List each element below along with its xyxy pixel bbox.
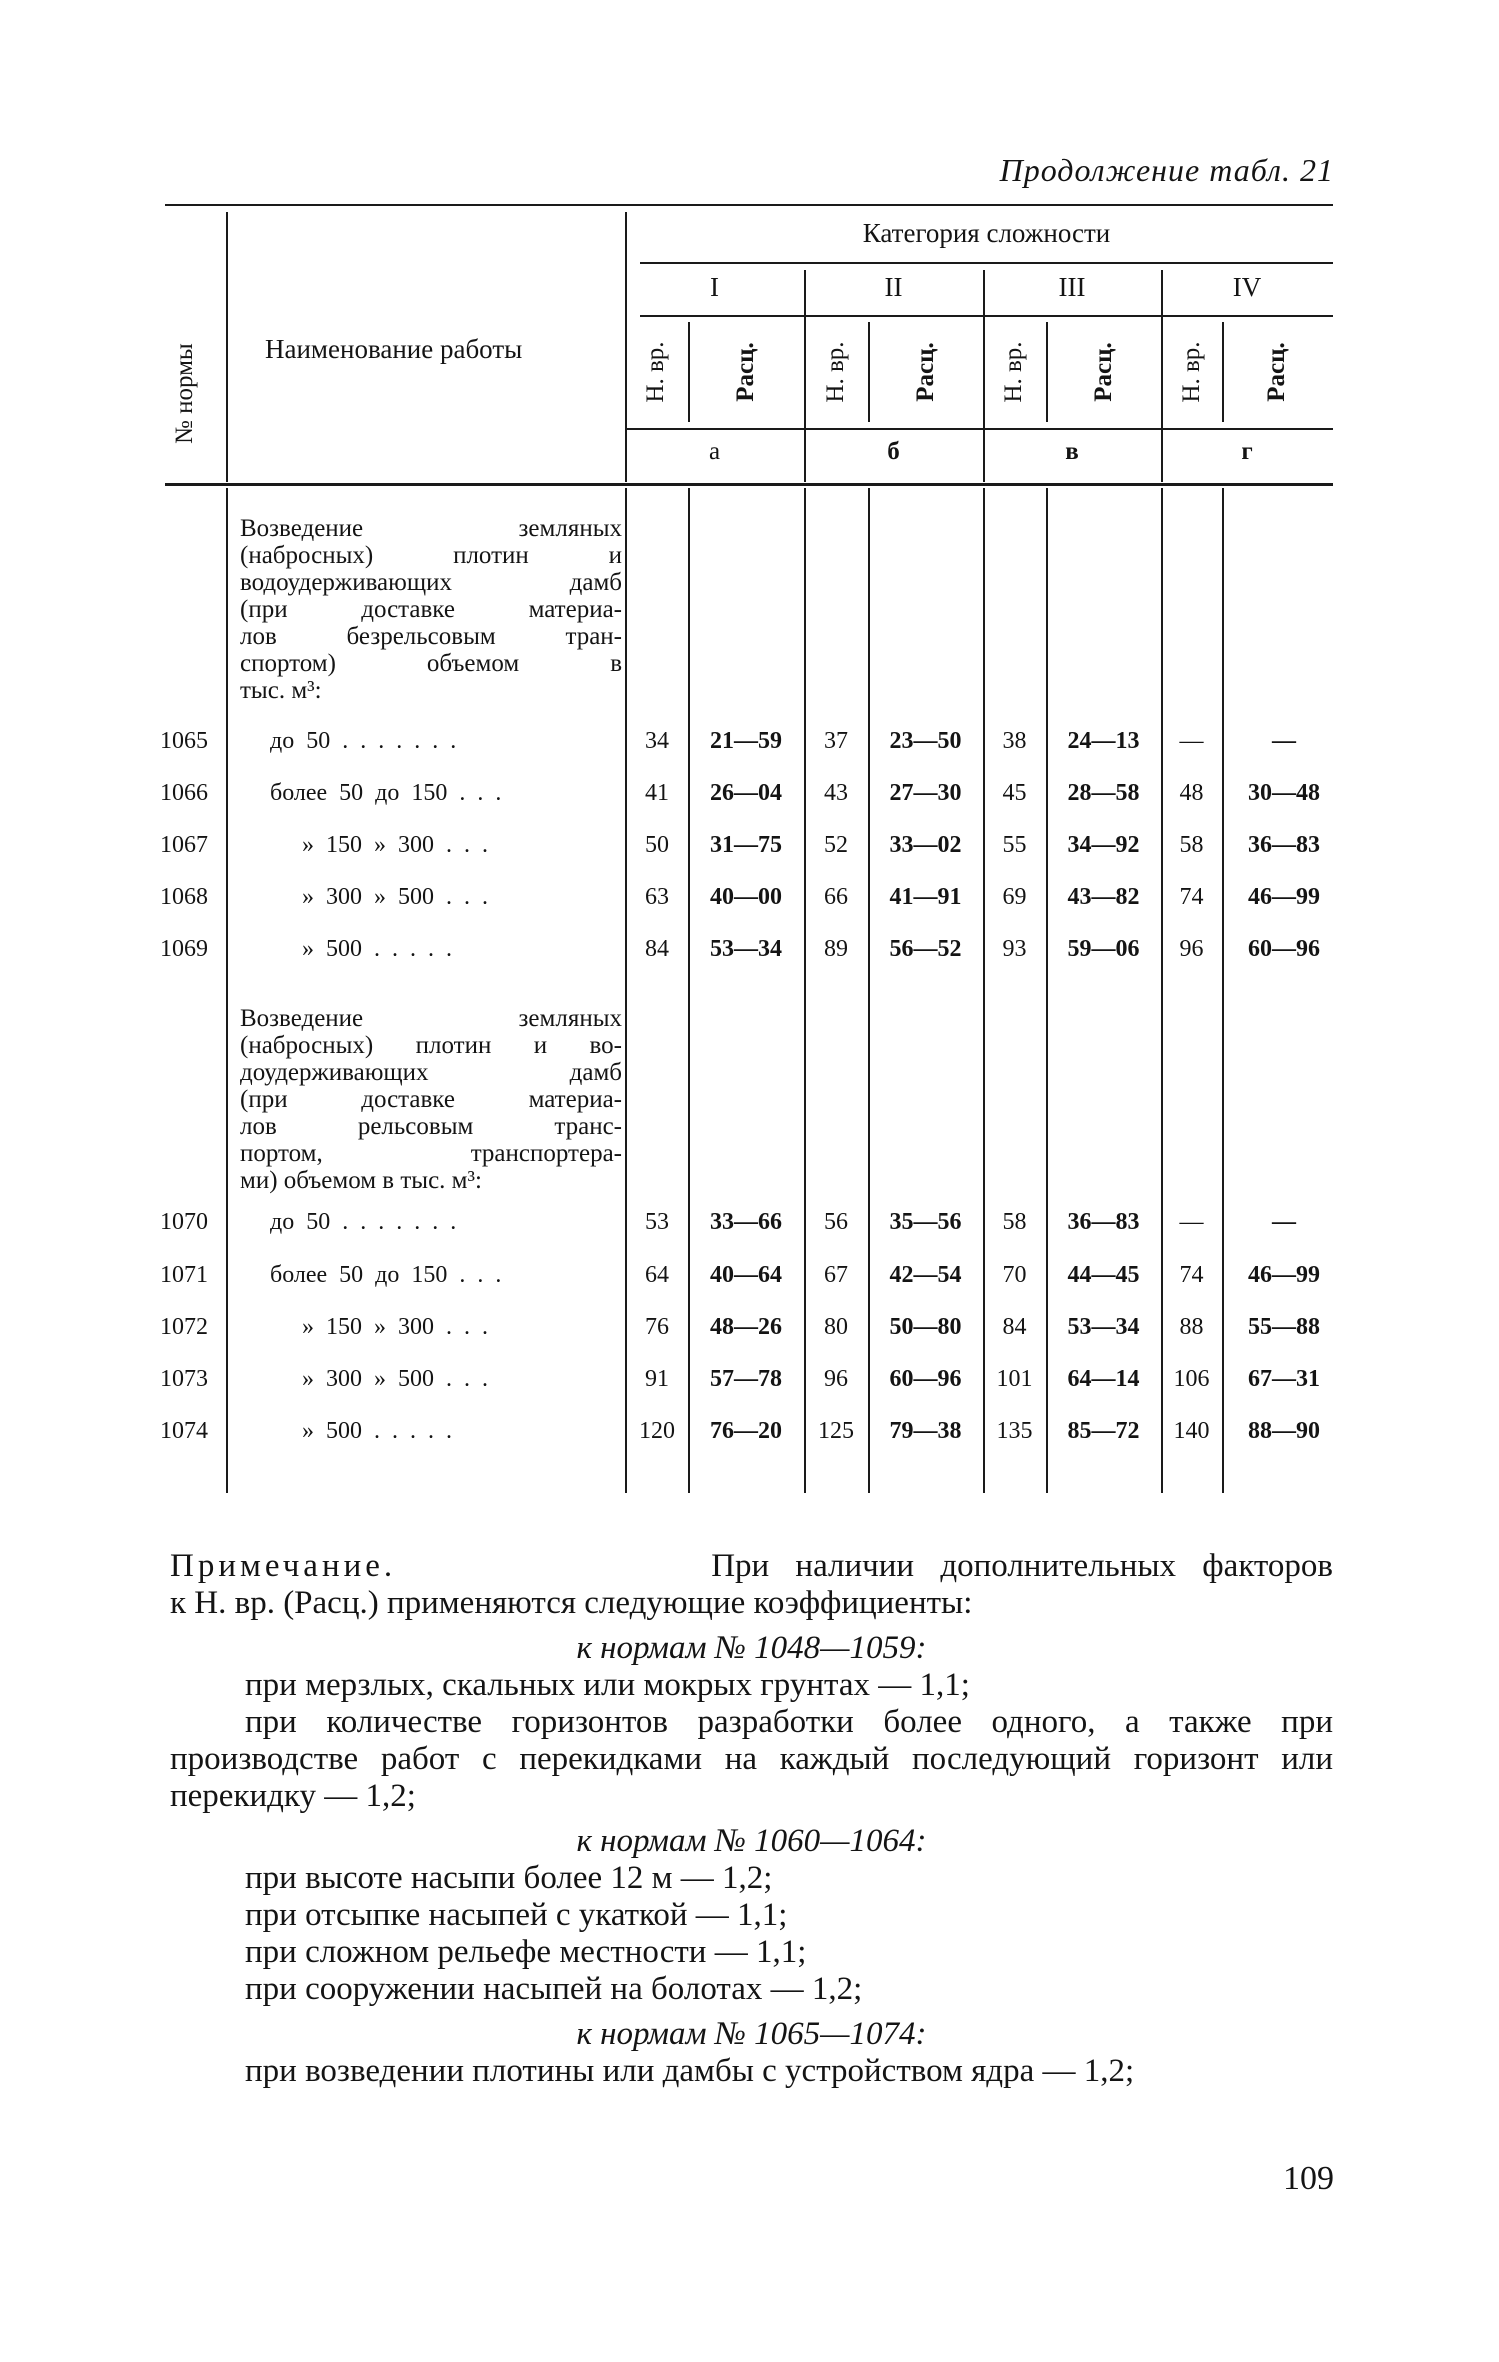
- time-norm-cell: 64: [645, 1262, 669, 1288]
- time-norm-cell: 56: [824, 1209, 848, 1235]
- rate-cell: 46—99: [1248, 884, 1320, 910]
- header-rasc-4: Расц.: [1263, 342, 1290, 402]
- time-norm-cell: 34: [645, 728, 669, 754]
- note-line: при сооружении насыпей на болотах — 1,2;: [245, 1971, 863, 2007]
- section-title-line: лов рельсовым транс-: [240, 1113, 622, 1140]
- time-norm-cell: 96: [824, 1366, 848, 1392]
- section-title-line: (при доставке материа-: [240, 596, 622, 623]
- rate-cell: —: [1272, 728, 1296, 754]
- note-heading: к нормам № 1065—1074:: [576, 2016, 927, 2052]
- time-norm-cell: 76: [645, 1314, 669, 1340]
- time-norm-cell: —: [1179, 1209, 1204, 1235]
- rate-cell: 85—72: [1067, 1418, 1140, 1444]
- rate-cell: 67—31: [1248, 1366, 1320, 1392]
- time-norm-cell: 88: [1179, 1314, 1204, 1340]
- rate-cell: 60—96: [1248, 936, 1320, 962]
- rate-cell: —: [1272, 1209, 1296, 1235]
- section-title-line: (набросных) плотин и: [240, 542, 622, 569]
- norm-number: 1065: [160, 728, 208, 754]
- rate-cell: 50—80: [889, 1314, 962, 1340]
- section-title-line: спортом) объемом в: [240, 650, 622, 677]
- rate-cell: 21—59: [710, 728, 782, 754]
- note-intro-line2: к Н. вр. (Расц.) применяются следующие коэффициенты:: [170, 1585, 973, 1621]
- col-line-sub2: [868, 322, 870, 422]
- time-norm-cell: 93: [1002, 936, 1027, 962]
- rate-cell: 36—83: [1067, 1209, 1140, 1235]
- time-norm-cell: 125: [818, 1418, 854, 1444]
- header-rasc-1: Расц.: [732, 342, 759, 402]
- rate-cell: 27—30: [889, 780, 962, 806]
- time-norm-cell: 70: [1002, 1262, 1027, 1288]
- rate-cell: 28—58: [1067, 780, 1140, 806]
- header-roman-4: IV: [1232, 272, 1262, 302]
- section-title-line: водоудерживающих дамб: [240, 569, 622, 596]
- section-title-line: Возведение земляных: [240, 1005, 622, 1032]
- rate-cell: 55—88: [1248, 1314, 1320, 1340]
- norm-number: 1068: [160, 884, 208, 910]
- time-norm-cell: 84: [1002, 1314, 1027, 1340]
- work-name: » 300 » 500 . . .: [302, 884, 488, 910]
- norm-number: 1071: [160, 1262, 208, 1288]
- rate-cell: 43—82: [1067, 884, 1140, 910]
- rate-cell: 31—75: [710, 832, 782, 858]
- time-norm-cell: 58: [1002, 1209, 1027, 1235]
- header-work-name: Наименование работы: [265, 334, 523, 364]
- note-line: при отсыпке насыпей с укаткой — 1,1;: [245, 1897, 788, 1933]
- header-hvr-4: Н. вр.: [1178, 341, 1205, 403]
- section-title-line: (при доставке материа-: [240, 1086, 622, 1113]
- rate-cell: 79—38: [889, 1418, 962, 1444]
- letter-rule: [625, 428, 1333, 430]
- col-line-no: [226, 212, 228, 482]
- header-letter-v: в: [1065, 438, 1079, 465]
- time-norm-cell: 52: [824, 832, 848, 858]
- header-norm-no: № нормы: [171, 343, 198, 444]
- rate-cell: 64—14: [1067, 1366, 1140, 1392]
- rate-cell: 24—13: [1067, 728, 1140, 754]
- page-number: 109: [1283, 2160, 1334, 2197]
- section-title-line: ми) объемом в тыс. м³:: [240, 1167, 482, 1194]
- time-norm-cell: 37: [824, 728, 848, 754]
- time-norm-cell: 67: [824, 1262, 848, 1288]
- body-line-4: [983, 488, 985, 1493]
- header-roman-3: III: [1058, 272, 1086, 302]
- col-line-sub4: [1222, 322, 1224, 422]
- continuation-label: Продолжение табл. 21: [999, 152, 1334, 188]
- norm-number: 1073: [160, 1366, 208, 1392]
- time-norm-cell: 41: [645, 780, 669, 806]
- time-norm-cell: 50: [645, 832, 669, 858]
- header-hvr-3: Н. вр.: [1000, 341, 1027, 403]
- body-line-1: [688, 488, 690, 1493]
- note-heading: к нормам № 1060—1064:: [576, 1823, 927, 1859]
- work-name: более 50 до 150 . . .: [270, 780, 502, 806]
- rate-cell: 35—56: [889, 1209, 962, 1235]
- time-norm-cell: 69: [1002, 884, 1027, 910]
- time-norm-cell: 55: [1002, 832, 1027, 858]
- section-title-line: Возведение земляных: [240, 515, 622, 542]
- header-rasc-2: Расц.: [912, 342, 939, 402]
- note-line: при мерзлых, скальных или мокрых грунтах — 1,1;: [245, 1667, 970, 1703]
- header-category: Категория сложности: [862, 218, 1111, 248]
- section-title-line: доудерживающих дамб: [240, 1059, 622, 1086]
- note-line: при высоте насыпи более 12 м — 1,2;: [245, 1860, 773, 1896]
- rate-cell: 23—50: [889, 728, 962, 754]
- section-title-line: (набросных) плотин и во-: [240, 1032, 622, 1059]
- note-intro: [170, 1548, 1333, 1585]
- section-title-line: тыс. м³:: [240, 677, 322, 704]
- rate-cell: 33—02: [889, 832, 962, 858]
- time-norm-cell: —: [1179, 728, 1204, 754]
- time-norm-cell: 63: [645, 884, 669, 910]
- rate-cell: 30—48: [1248, 780, 1320, 806]
- body-line-3: [868, 488, 870, 1493]
- rate-cell: 44—45: [1067, 1262, 1140, 1288]
- work-name: » 300 » 500 . . .: [302, 1366, 488, 1392]
- body-line-5: [1046, 488, 1048, 1493]
- time-norm-cell: 101: [996, 1366, 1033, 1392]
- norm-number: 1067: [160, 832, 208, 858]
- header-hvr-2: Н. вр.: [822, 341, 849, 403]
- time-norm-cell: 53: [645, 1209, 669, 1235]
- norm-number: 1066: [160, 780, 208, 806]
- rate-cell: 34—92: [1067, 832, 1140, 858]
- body-line-name: [625, 488, 627, 1493]
- time-norm-cell: 89: [824, 936, 848, 962]
- rate-cell: 26—04: [710, 780, 782, 806]
- time-norm-cell: 91: [645, 1366, 669, 1392]
- norm-number: 1070: [160, 1209, 208, 1235]
- time-norm-cell: 58: [1179, 832, 1204, 858]
- header-roman-2: II: [884, 272, 903, 302]
- col-line-sub3: [1046, 322, 1048, 422]
- table-header-bottom-rule: [165, 483, 1333, 486]
- work-name: более 50 до 150 . . .: [270, 1262, 502, 1288]
- work-name: » 500 . . . . .: [302, 936, 452, 962]
- time-norm-cell: 43: [824, 780, 848, 806]
- work-name: » 500 . . . . .: [302, 1418, 452, 1444]
- header-letter-a: а: [708, 438, 721, 465]
- norm-number: 1074: [160, 1418, 208, 1444]
- rate-cell: 33—66: [710, 1209, 782, 1235]
- time-norm-cell: 135: [996, 1418, 1033, 1444]
- body-line-no: [226, 488, 228, 1493]
- category-rule: [640, 262, 1333, 264]
- time-norm-cell: 84: [645, 936, 669, 962]
- time-norm-cell: 74: [1179, 1262, 1204, 1288]
- subcol-rule: [640, 315, 1333, 317]
- work-name: до 50 . . . . . . .: [270, 728, 457, 754]
- time-norm-cell: 106: [1173, 1366, 1210, 1392]
- rate-cell: 40—00: [710, 884, 782, 910]
- rate-cell: 48—26: [710, 1314, 782, 1340]
- rate-cell: 53—34: [1067, 1314, 1140, 1340]
- time-norm-cell: 96: [1179, 936, 1204, 962]
- body-line-2: [804, 488, 806, 1493]
- rate-cell: 88—90: [1248, 1418, 1320, 1444]
- time-norm-cell: 80: [824, 1314, 848, 1340]
- table-top-rule: [165, 204, 1333, 206]
- body-line-6: [1161, 488, 1163, 1493]
- col-line-sub1: [688, 322, 690, 422]
- note-line: при количестве горизонтов разработки более одного, а также при производстве работ с перекидками на каждый последующий горизонт или перекидку — 1,2;: [170, 1704, 1333, 1814]
- header-rasc-3: Расц.: [1090, 342, 1117, 402]
- section-title-line: портом, транспортера-: [240, 1140, 622, 1167]
- rate-cell: 36—83: [1248, 832, 1320, 858]
- time-norm-cell: 66: [824, 884, 848, 910]
- rate-cell: 46—99: [1248, 1262, 1320, 1288]
- header-letter-g: г: [1241, 438, 1253, 465]
- time-norm-cell: 38: [1002, 728, 1027, 754]
- rate-cell: 56—52: [889, 936, 962, 962]
- rate-cell: 42—54: [889, 1262, 962, 1288]
- work-name: до 50 . . . . . . .: [270, 1209, 457, 1235]
- time-norm-cell: 74: [1179, 884, 1204, 910]
- work-name: » 150 » 300 . . .: [302, 1314, 488, 1340]
- rate-cell: 53—34: [710, 936, 782, 962]
- body-line-7: [1222, 488, 1224, 1493]
- norm-number: 1072: [160, 1314, 208, 1340]
- section-title: [240, 1005, 622, 1194]
- note-heading: к нормам № 1048—1059:: [576, 1630, 927, 1666]
- note-label: Примечание.: [170, 1548, 397, 1584]
- time-norm-cell: 48: [1179, 780, 1204, 806]
- note-intro-rest: При наличии дополнительных факторов: [711, 1548, 1333, 1584]
- note-line: при сложном рельефе местности — 1,1;: [245, 1934, 807, 1970]
- rate-cell: 40—64: [710, 1262, 782, 1288]
- section-title: [240, 515, 622, 704]
- time-norm-cell: 140: [1173, 1418, 1210, 1444]
- header-roman-1: I: [710, 272, 719, 302]
- rate-cell: 76—20: [710, 1418, 782, 1444]
- norm-number: 1069: [160, 936, 208, 962]
- section-title-line: лов безрельсовым тран-: [240, 623, 622, 650]
- header-hvr-1: Н. вр.: [642, 341, 669, 403]
- note-line: при возведении плотины или дамбы с устройством ядра — 1,2;: [245, 2053, 1135, 2089]
- rate-cell: 57—78: [710, 1366, 782, 1392]
- note: [170, 1548, 1333, 2090]
- rate-cell: 41—91: [889, 884, 962, 910]
- time-norm-cell: 120: [639, 1418, 675, 1444]
- header-letter-b: б: [887, 438, 900, 465]
- time-norm-cell: 45: [1002, 780, 1027, 806]
- rate-cell: 60—96: [889, 1366, 962, 1392]
- work-name: » 150 » 300 . . .: [302, 832, 488, 858]
- rate-cell: 59—06: [1067, 936, 1140, 962]
